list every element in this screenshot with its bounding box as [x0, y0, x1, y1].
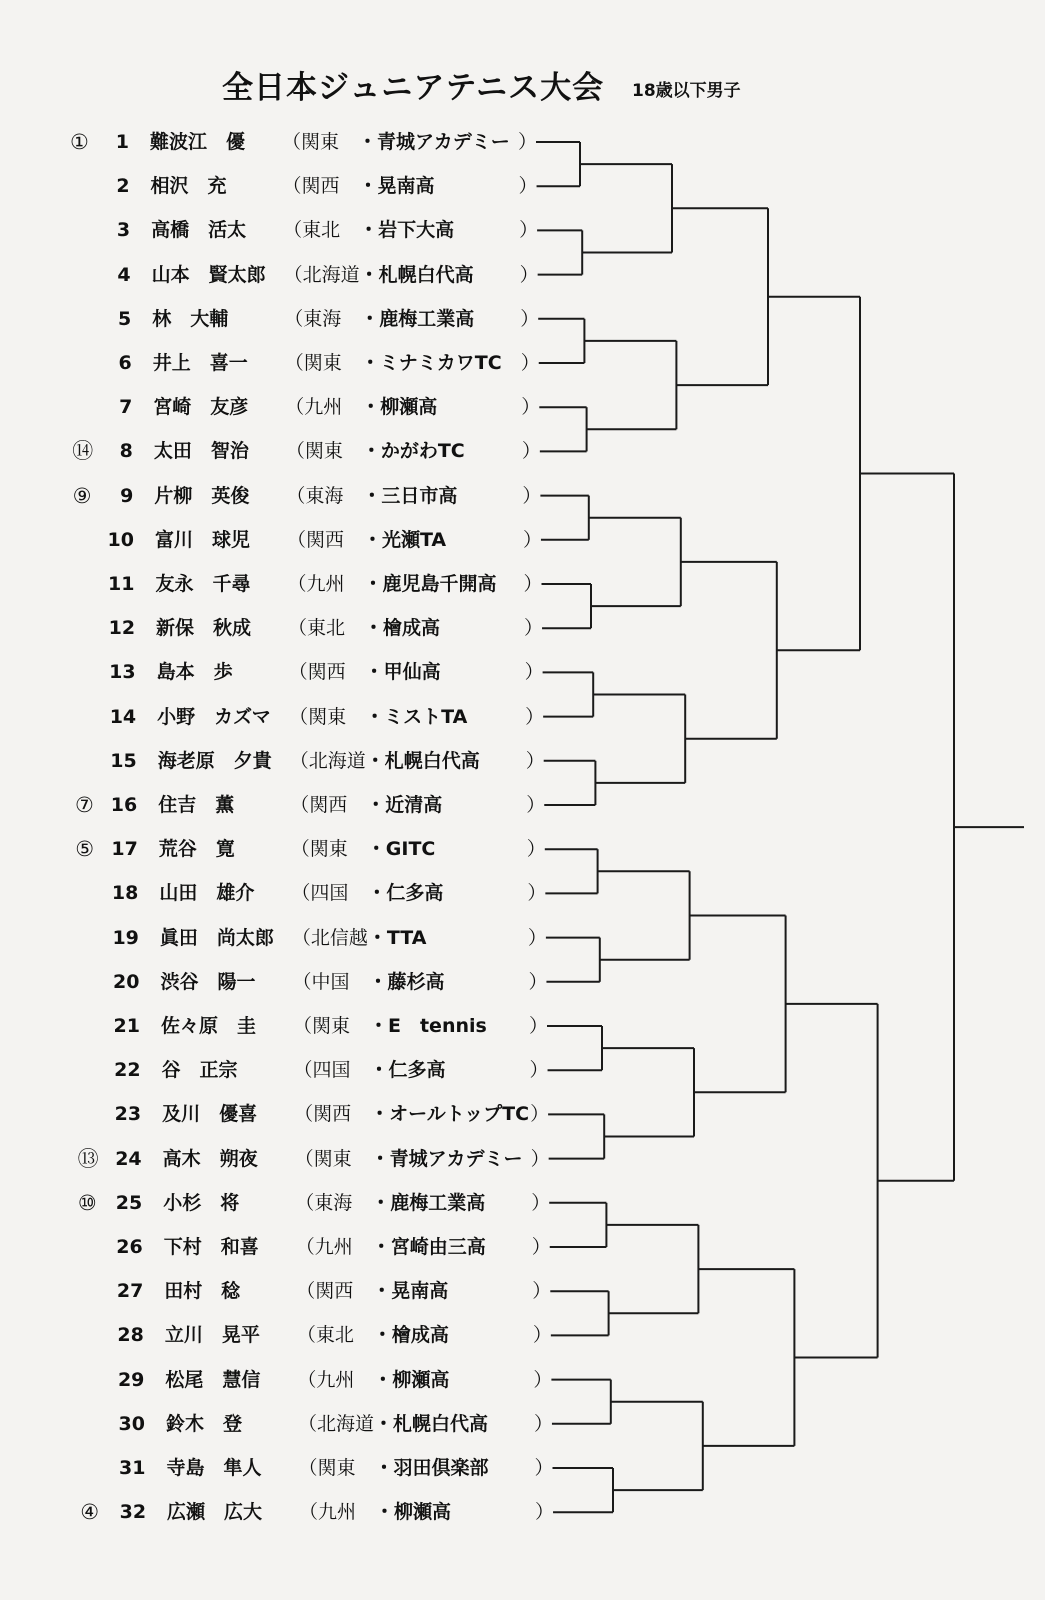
player-region: （関東 — [284, 352, 342, 374]
player-region: （関東 — [282, 131, 340, 153]
player-name: 新保 秋成 — [156, 617, 252, 640]
entry-number: 5 — [117, 307, 132, 330]
entry-number: 7 — [119, 396, 133, 419]
player-region: （関西 — [294, 1103, 352, 1126]
player-region: （東海 — [286, 484, 344, 507]
player-region: （関東 — [290, 838, 348, 861]
closing-paren: ） — [533, 1412, 553, 1435]
player-name: 難波江 優 — [150, 131, 246, 153]
entry-number: 11 — [108, 573, 135, 595]
player-club: ・かがわTC — [361, 440, 465, 463]
seed-mark: ④ — [80, 1500, 100, 1525]
closing-paren: ） — [521, 396, 541, 419]
player-name: 小野 カズマ — [157, 705, 271, 728]
closing-paren: ） — [526, 794, 546, 816]
player-region: （東北 — [288, 617, 346, 640]
player-club: ・近清高 — [366, 794, 443, 816]
entry-number: 2 — [116, 175, 130, 198]
closing-paren: ） — [532, 1324, 552, 1347]
player-club: ・TTA — [367, 926, 427, 949]
closing-paren: ） — [531, 1236, 551, 1258]
player-name: 小杉 将 — [163, 1191, 240, 1214]
player-club: ・光瀬TA — [362, 528, 447, 551]
player-club: ・オールトップTC — [370, 1103, 530, 1126]
closing-paren: ） — [530, 1147, 550, 1170]
player-region: （東北 — [283, 219, 341, 242]
player-region: （九州 — [297, 1368, 355, 1391]
player-club: ・晃南高 — [372, 1280, 449, 1303]
closing-paren: ） — [527, 926, 547, 949]
player-region: （関西 — [288, 661, 346, 684]
closing-paren: ） — [533, 1368, 553, 1391]
player-region: （九州 — [295, 1236, 353, 1258]
entry-number: 21 — [113, 1015, 140, 1037]
closing-paren: ） — [531, 1191, 551, 1214]
player-name: 田村 稔 — [164, 1280, 241, 1303]
player-club: ・ミナミカワTC — [360, 352, 502, 374]
entry-number: 15 — [110, 749, 137, 772]
closing-paren: ） — [528, 970, 548, 993]
entry-number: 14 — [109, 705, 137, 728]
closing-paren: ） — [522, 484, 542, 507]
entry-number: 9 — [120, 484, 134, 507]
closing-paren: ） — [526, 838, 546, 861]
category-label: 18歳以下男子 — [632, 81, 741, 101]
player-club: ・仁多高 — [367, 882, 444, 905]
player-club: ・青城アカデミー — [370, 1147, 523, 1170]
player-name: 宮崎 友彦 — [153, 396, 249, 419]
player-region: （関西 — [290, 794, 348, 816]
player-region: （中国 — [292, 970, 350, 993]
entry-number: 4 — [117, 263, 131, 286]
player-club: ・札幌白代高 — [373, 1412, 488, 1435]
entry-number: 12 — [108, 617, 136, 640]
entry-number: 1 — [115, 131, 129, 153]
entry-number: 25 — [115, 1191, 143, 1214]
player-name: 山本 賢太郎 — [151, 263, 266, 286]
player-club: ・柳瀬高 — [373, 1368, 450, 1391]
player-region: （北海道 — [289, 749, 366, 772]
player-club: ・仁多高 — [369, 1059, 446, 1082]
closing-paren: ） — [522, 528, 542, 551]
player-region: （九州 — [299, 1501, 357, 1524]
closing-paren: ） — [524, 661, 544, 684]
player-club: ・鹿梅工業高 — [371, 1191, 486, 1214]
player-club: ・札幌白代高 — [365, 749, 480, 772]
player-club: ・宮崎由三高 — [371, 1236, 486, 1258]
player-region: （北海道 — [283, 263, 360, 286]
player-region: （北信越 — [291, 926, 368, 949]
player-club: ・甲仙高 — [364, 661, 441, 684]
closing-paren: ） — [532, 1280, 552, 1303]
entry-number: 27 — [116, 1280, 144, 1303]
player-region: （関東 — [293, 1015, 351, 1037]
seed-mark: ① — [70, 130, 89, 154]
player-region: （関西 — [282, 175, 340, 198]
entry-number: 19 — [112, 926, 139, 949]
player-region: （北海道 — [297, 1412, 374, 1435]
player-club: ・柳瀬高 — [375, 1501, 452, 1524]
player-name: 相沢 充 — [150, 175, 227, 198]
player-club: ・檜成高 — [364, 617, 441, 640]
player-region: （関東 — [294, 1147, 352, 1170]
player-name: 広瀬 広大 — [167, 1501, 263, 1524]
player-name: 荒谷 寛 — [158, 838, 235, 861]
player-club: ・鹿梅工業高 — [360, 307, 475, 330]
player-club: ・E tennis — [369, 1015, 487, 1037]
player-name: 太田 智治 — [153, 440, 249, 463]
entry-number: 8 — [119, 440, 133, 463]
player-club: ・檜成高 — [372, 1324, 449, 1347]
player-club: ・岩下大高 — [359, 219, 455, 242]
player-name: 下村 和喜 — [163, 1236, 259, 1258]
player-region: （四国 — [293, 1059, 351, 1082]
entry-number: 29 — [117, 1368, 145, 1391]
seed-mark: ⑩ — [77, 1190, 97, 1215]
entry-number: 6 — [118, 352, 132, 374]
player-club: ・青城アカデミー — [358, 131, 510, 153]
player-name: 渋谷 陽一 — [160, 970, 256, 993]
player-name: 井上 喜一 — [152, 352, 248, 374]
player-region: （九州 — [287, 573, 345, 595]
page-title: 全日本ジュニアテニス大会 — [222, 70, 605, 106]
closing-paren: ） — [520, 307, 540, 330]
player-name: 島本 歩 — [156, 661, 233, 684]
closing-paren: ） — [518, 175, 538, 198]
player-name: 及川 優喜 — [162, 1103, 258, 1126]
player-name: 友永 千尋 — [155, 573, 251, 595]
closing-paren: ） — [523, 573, 543, 595]
seed-mark: ⑨ — [72, 483, 92, 508]
entry-number: 23 — [114, 1103, 142, 1126]
player-region: （関東 — [285, 440, 343, 463]
player-region: （関東 — [298, 1457, 356, 1479]
entry-number: 31 — [119, 1457, 146, 1479]
closing-paren: ） — [525, 749, 545, 772]
entry-number: 20 — [112, 970, 140, 993]
player-club: ・晃南高 — [358, 175, 435, 198]
closing-paren: ） — [534, 1457, 554, 1479]
player-name: 高橋 活太 — [151, 219, 247, 242]
player-name: 松尾 慧信 — [165, 1368, 261, 1391]
player-name: 山田 雄介 — [159, 882, 255, 905]
player-name: 立川 晃平 — [164, 1324, 260, 1347]
player-name: 谷 正宗 — [161, 1059, 238, 1082]
player-region: （関東 — [289, 705, 347, 728]
seed-mark: ⑦ — [74, 793, 94, 817]
player-region: （東海 — [295, 1191, 353, 1214]
player-name: 林 大輔 — [152, 307, 229, 330]
closing-paren: ） — [518, 131, 538, 153]
player-region: （四国 — [291, 882, 349, 905]
player-club: ・札幌白代高 — [359, 263, 474, 286]
entry-number: 10 — [107, 528, 134, 551]
player-region: （東北 — [296, 1324, 354, 1347]
entry-number: 13 — [109, 661, 136, 684]
player-region: （東海 — [284, 307, 342, 330]
player-club: ・藤杉高 — [368, 970, 445, 993]
closing-paren: ） — [519, 263, 539, 286]
player-name: 佐々原 圭 — [161, 1015, 257, 1037]
entry-number: 28 — [117, 1324, 144, 1347]
closing-paren: ） — [530, 1103, 550, 1126]
player-club: ・柳瀬高 — [361, 396, 438, 419]
closing-paren: ） — [529, 1059, 549, 1082]
player-name: 高木 朔夜 — [162, 1147, 258, 1170]
seed-mark: ⑬ — [77, 1146, 99, 1171]
player-region: （関西 — [296, 1280, 354, 1303]
closing-paren: ） — [535, 1501, 555, 1524]
closing-paren: ） — [521, 440, 541, 463]
player-club: ・鹿児島千開高 — [363, 573, 497, 595]
entry-number: 26 — [116, 1236, 143, 1258]
entry-number: 24 — [115, 1147, 142, 1170]
player-name: 眞田 尚太郎 — [159, 926, 274, 949]
entry-number: 18 — [111, 882, 139, 905]
closing-paren: ） — [529, 1015, 549, 1037]
seed-mark: ⑤ — [75, 837, 95, 862]
entry-number: 16 — [110, 794, 138, 816]
entry-number: 3 — [116, 219, 131, 242]
player-region: （関西 — [286, 528, 344, 551]
closing-paren: ） — [524, 617, 544, 640]
player-region: （九州 — [285, 396, 343, 419]
player-name: 海老原 夕貴 — [157, 749, 272, 772]
entry-number: 32 — [119, 1501, 147, 1524]
player-name: 片柳 英俊 — [154, 484, 250, 507]
player-club: ・羽田倶楽部 — [374, 1457, 489, 1479]
entry-number: 17 — [111, 838, 138, 861]
entry-number: 30 — [118, 1412, 145, 1435]
closing-paren: ） — [527, 882, 547, 905]
entry-number: 22 — [114, 1059, 141, 1082]
seed-mark: ⑭ — [72, 439, 94, 464]
player-club: ・三日市高 — [362, 484, 458, 507]
player-club: ・ミストTA — [365, 705, 468, 728]
player-club: ・GITC — [366, 838, 436, 861]
player-name: 富川 球児 — [154, 528, 250, 551]
closing-paren: ） — [519, 219, 539, 242]
player-name: 住吉 薫 — [158, 794, 235, 816]
player-name: 鈴木 登 — [165, 1412, 242, 1435]
closing-paren: ） — [520, 352, 540, 374]
player-name: 寺島 隼人 — [166, 1457, 262, 1479]
closing-paren: ） — [525, 705, 545, 728]
